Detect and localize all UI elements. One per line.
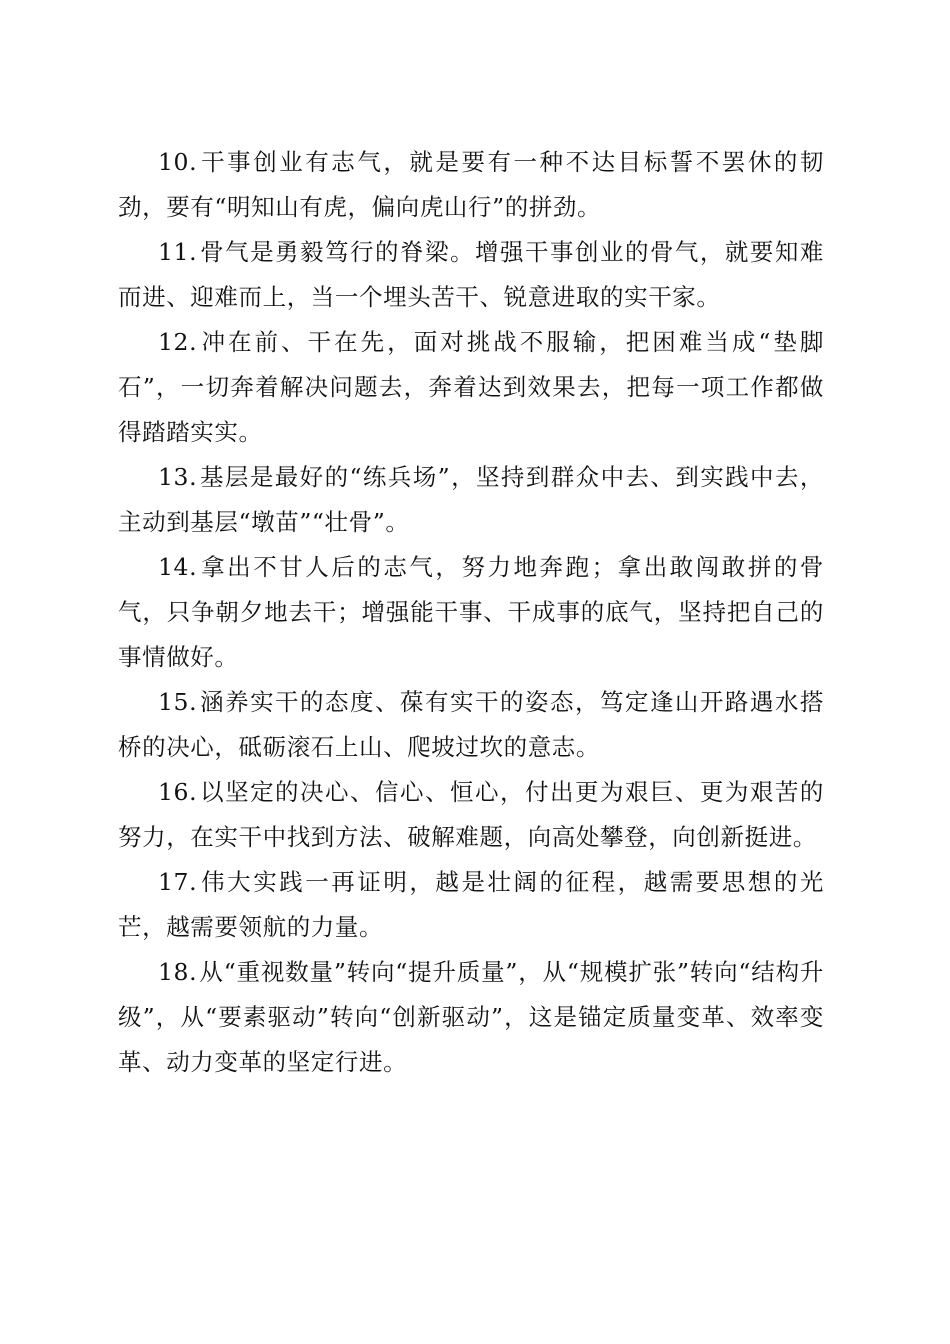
paragraph-number: 16. <box>158 778 198 806</box>
paragraph-text: 骨气是勇毅笃行的脊梁。增强干事创业的骨气，就要知难而进、迎难而上，当一个埋头苦干、锐意进取的实干家。 <box>118 238 824 311</box>
paragraph-number: 11. <box>158 238 198 266</box>
paragraph-text: 伟大实践一再证明，越是壮阔的征程，越需要思想的光芒，越需要领航的力量。 <box>118 868 824 941</box>
paragraph-11 <box>118 230 824 320</box>
paragraph-16 <box>118 770 824 860</box>
paragraph-17 <box>118 860 824 950</box>
paragraph-number: 17. <box>158 868 198 896</box>
document-page <box>118 140 824 1085</box>
paragraph-number: 18. <box>158 958 198 986</box>
paragraph-text: 涵养实干的态度、葆有实干的姿态，笃定逢山开路遇水搭桥的决心，砥砺滚石上山、爬坡过坎的意志。 <box>118 688 824 761</box>
paragraph-13 <box>118 455 824 545</box>
paragraph-number: 15. <box>158 688 198 716</box>
paragraph-number: 14. <box>158 553 198 581</box>
paragraph-number: 12. <box>158 328 198 356</box>
paragraph-text: 基层是最好的“练兵场”，坚持到群众中去、到实践中去，主动到基层“墩苗”“壮骨”。 <box>118 463 824 536</box>
paragraph-15 <box>118 680 824 770</box>
paragraph-18 <box>118 950 824 1085</box>
paragraph-text: 以坚定的决心、信心、恒心，付出更为艰巨、更为艰苦的努力，在实干中找到方法、破解难题，向高处攀登，向创新挺进。 <box>118 778 824 851</box>
paragraph-10 <box>118 140 824 230</box>
paragraph-number: 13. <box>158 463 198 491</box>
paragraph-14 <box>118 545 824 680</box>
paragraph-text: 冲在前、干在先，面对挑战不服输，把困难当成“垫脚石”，一切奔着解决问题去，奔着达到效果去，把每一项工作都做得踏踏实实。 <box>118 328 824 446</box>
paragraph-text: 干事创业有志气，就是要有一种不达目标誓不罢休的韧劲，要有“明知山有虎，偏向虎山行”的拼劲。 <box>118 148 824 221</box>
paragraph-text: 拿出不甘人后的志气，努力地奔跑；拿出敢闯敢拼的骨气，只争朝夕地去干；增强能干事、干成事的底气，坚持把自己的事情做好。 <box>118 553 824 671</box>
paragraph-12 <box>118 320 824 455</box>
paragraph-number: 10. <box>158 148 198 176</box>
paragraph-text: 从“重视数量”转向“提升质量”，从“规模扩张”转向“结构升级”，从“要素驱动”转向“创新驱动”，这是锚定质量变革、效率变革、动力变革的坚定行进。 <box>118 958 824 1076</box>
